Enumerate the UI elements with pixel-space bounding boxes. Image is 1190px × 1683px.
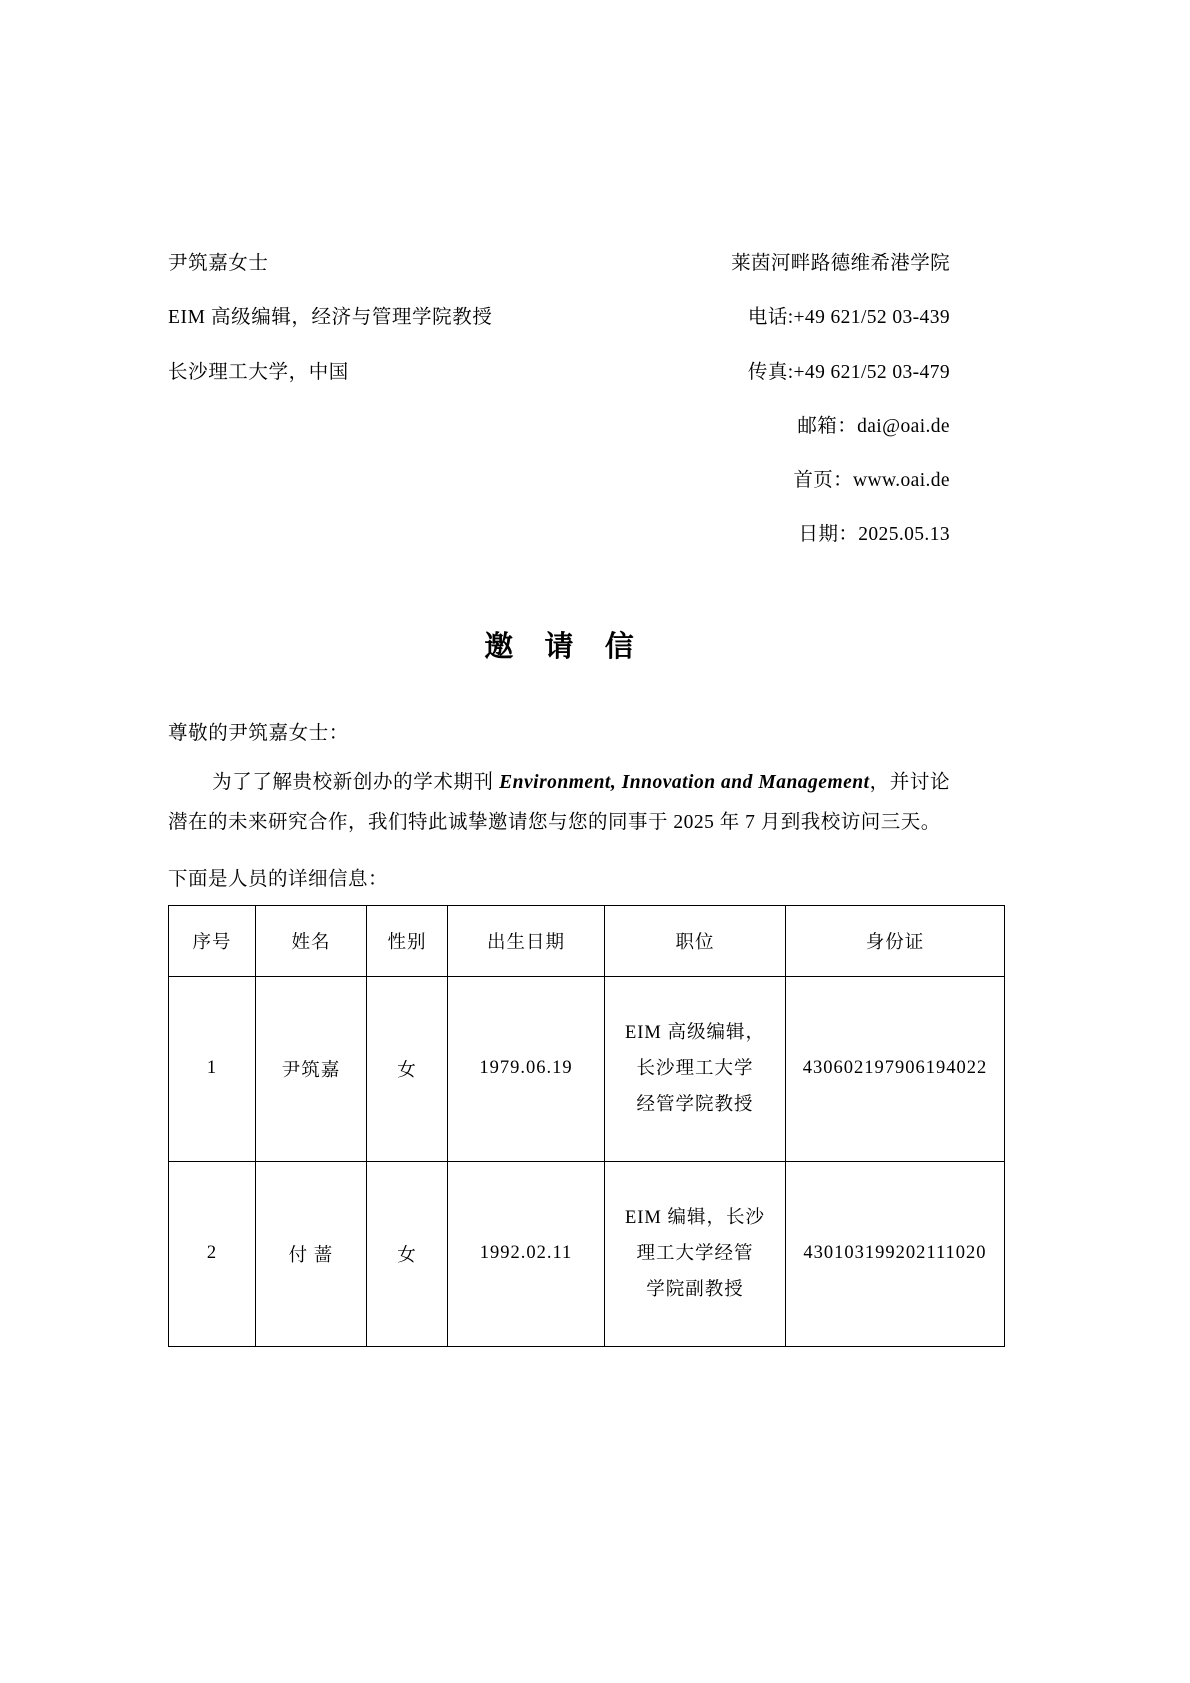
cell-id: 430602197906194022	[786, 976, 1005, 1161]
cell-sex: 女	[367, 1161, 448, 1346]
header-row-2	[168, 304, 950, 331]
header-row-4	[168, 413, 950, 440]
header-row-5	[168, 467, 950, 494]
sender-fax: 传真:+49 621/52 03-479	[747, 361, 950, 383]
cell-id: 430103199202111020	[786, 1161, 1005, 1346]
document-content	[168, 250, 988, 1347]
page-title: 邀 请 信	[484, 630, 646, 663]
letter-date: 日期：2025.05.13	[798, 524, 950, 546]
salutation: 尊敬的尹筑嘉女士：	[168, 722, 349, 744]
recipient-affiliation: 长沙理工大学，中国	[168, 361, 349, 383]
cell-name: 付 蔷	[256, 1161, 367, 1346]
column-header-name: 姓名	[256, 905, 367, 976]
table-intro	[168, 863, 950, 891]
position-line: 长沙理工大学	[636, 1058, 754, 1079]
sender-phone: 电话:+49 621/52 03-439	[747, 307, 950, 329]
header-row-1	[168, 250, 950, 277]
invitation-paragraph	[168, 763, 950, 843]
position-line: 理工大学经管	[636, 1243, 754, 1264]
table-row	[169, 976, 1005, 1161]
table-head	[169, 905, 1005, 976]
column-header-position: 职位	[605, 905, 786, 976]
position-line: EIM 编辑，长沙	[624, 1207, 766, 1228]
cell-position	[605, 1161, 786, 1346]
recipient-name: 尹筑嘉女士	[168, 253, 269, 274]
journal-name: Environment, Innovation and Management	[499, 771, 870, 793]
cell-no: 1	[169, 976, 256, 1161]
sender-email: 邮箱：dai@oai.de	[797, 415, 950, 437]
position-line: EIM 高级编辑，	[624, 1022, 766, 1043]
letter-header	[168, 250, 950, 549]
position-line: 学院副教授	[646, 1279, 744, 1300]
cell-position	[605, 976, 786, 1161]
column-header-no: 序号	[169, 905, 256, 976]
table-intro-text: 下面是人员的详细信息：	[168, 868, 389, 890]
cell-name: 尹筑嘉	[256, 976, 367, 1161]
table-body	[169, 976, 1005, 1346]
personnel-table	[168, 905, 1005, 1347]
cell-dob: 1992.02.11	[448, 1161, 605, 1346]
column-header-dob: 出生日期	[448, 905, 605, 976]
sender-homepage: 首页：www.oai.de	[793, 470, 950, 492]
table-header-row	[169, 905, 1005, 976]
column-header-sex: 性别	[367, 905, 448, 976]
table-row	[169, 1161, 1005, 1346]
column-header-id: 身份证	[786, 905, 1005, 976]
cell-no: 2	[169, 1161, 256, 1346]
header-row-6	[168, 521, 950, 548]
recipient-title: EIM 高级编辑，经济与管理学院教授	[168, 307, 493, 329]
invitation-text-part2: ，并讨论潜在的未来研究合作，我们特此诚挚邀请您与您的同事于 2025 年 7 月到我校访问三天。	[168, 771, 950, 833]
invitation-text-part1: 为了了解贵校新创办的学术期刊	[212, 771, 500, 793]
cell-sex: 女	[367, 976, 448, 1161]
cell-dob: 1979.06.19	[448, 976, 605, 1161]
header-row-3	[168, 359, 950, 386]
sender-institution: 莱茵河畔路德维希港学院	[731, 253, 950, 274]
position-line: 经管学院教授	[636, 1094, 754, 1115]
